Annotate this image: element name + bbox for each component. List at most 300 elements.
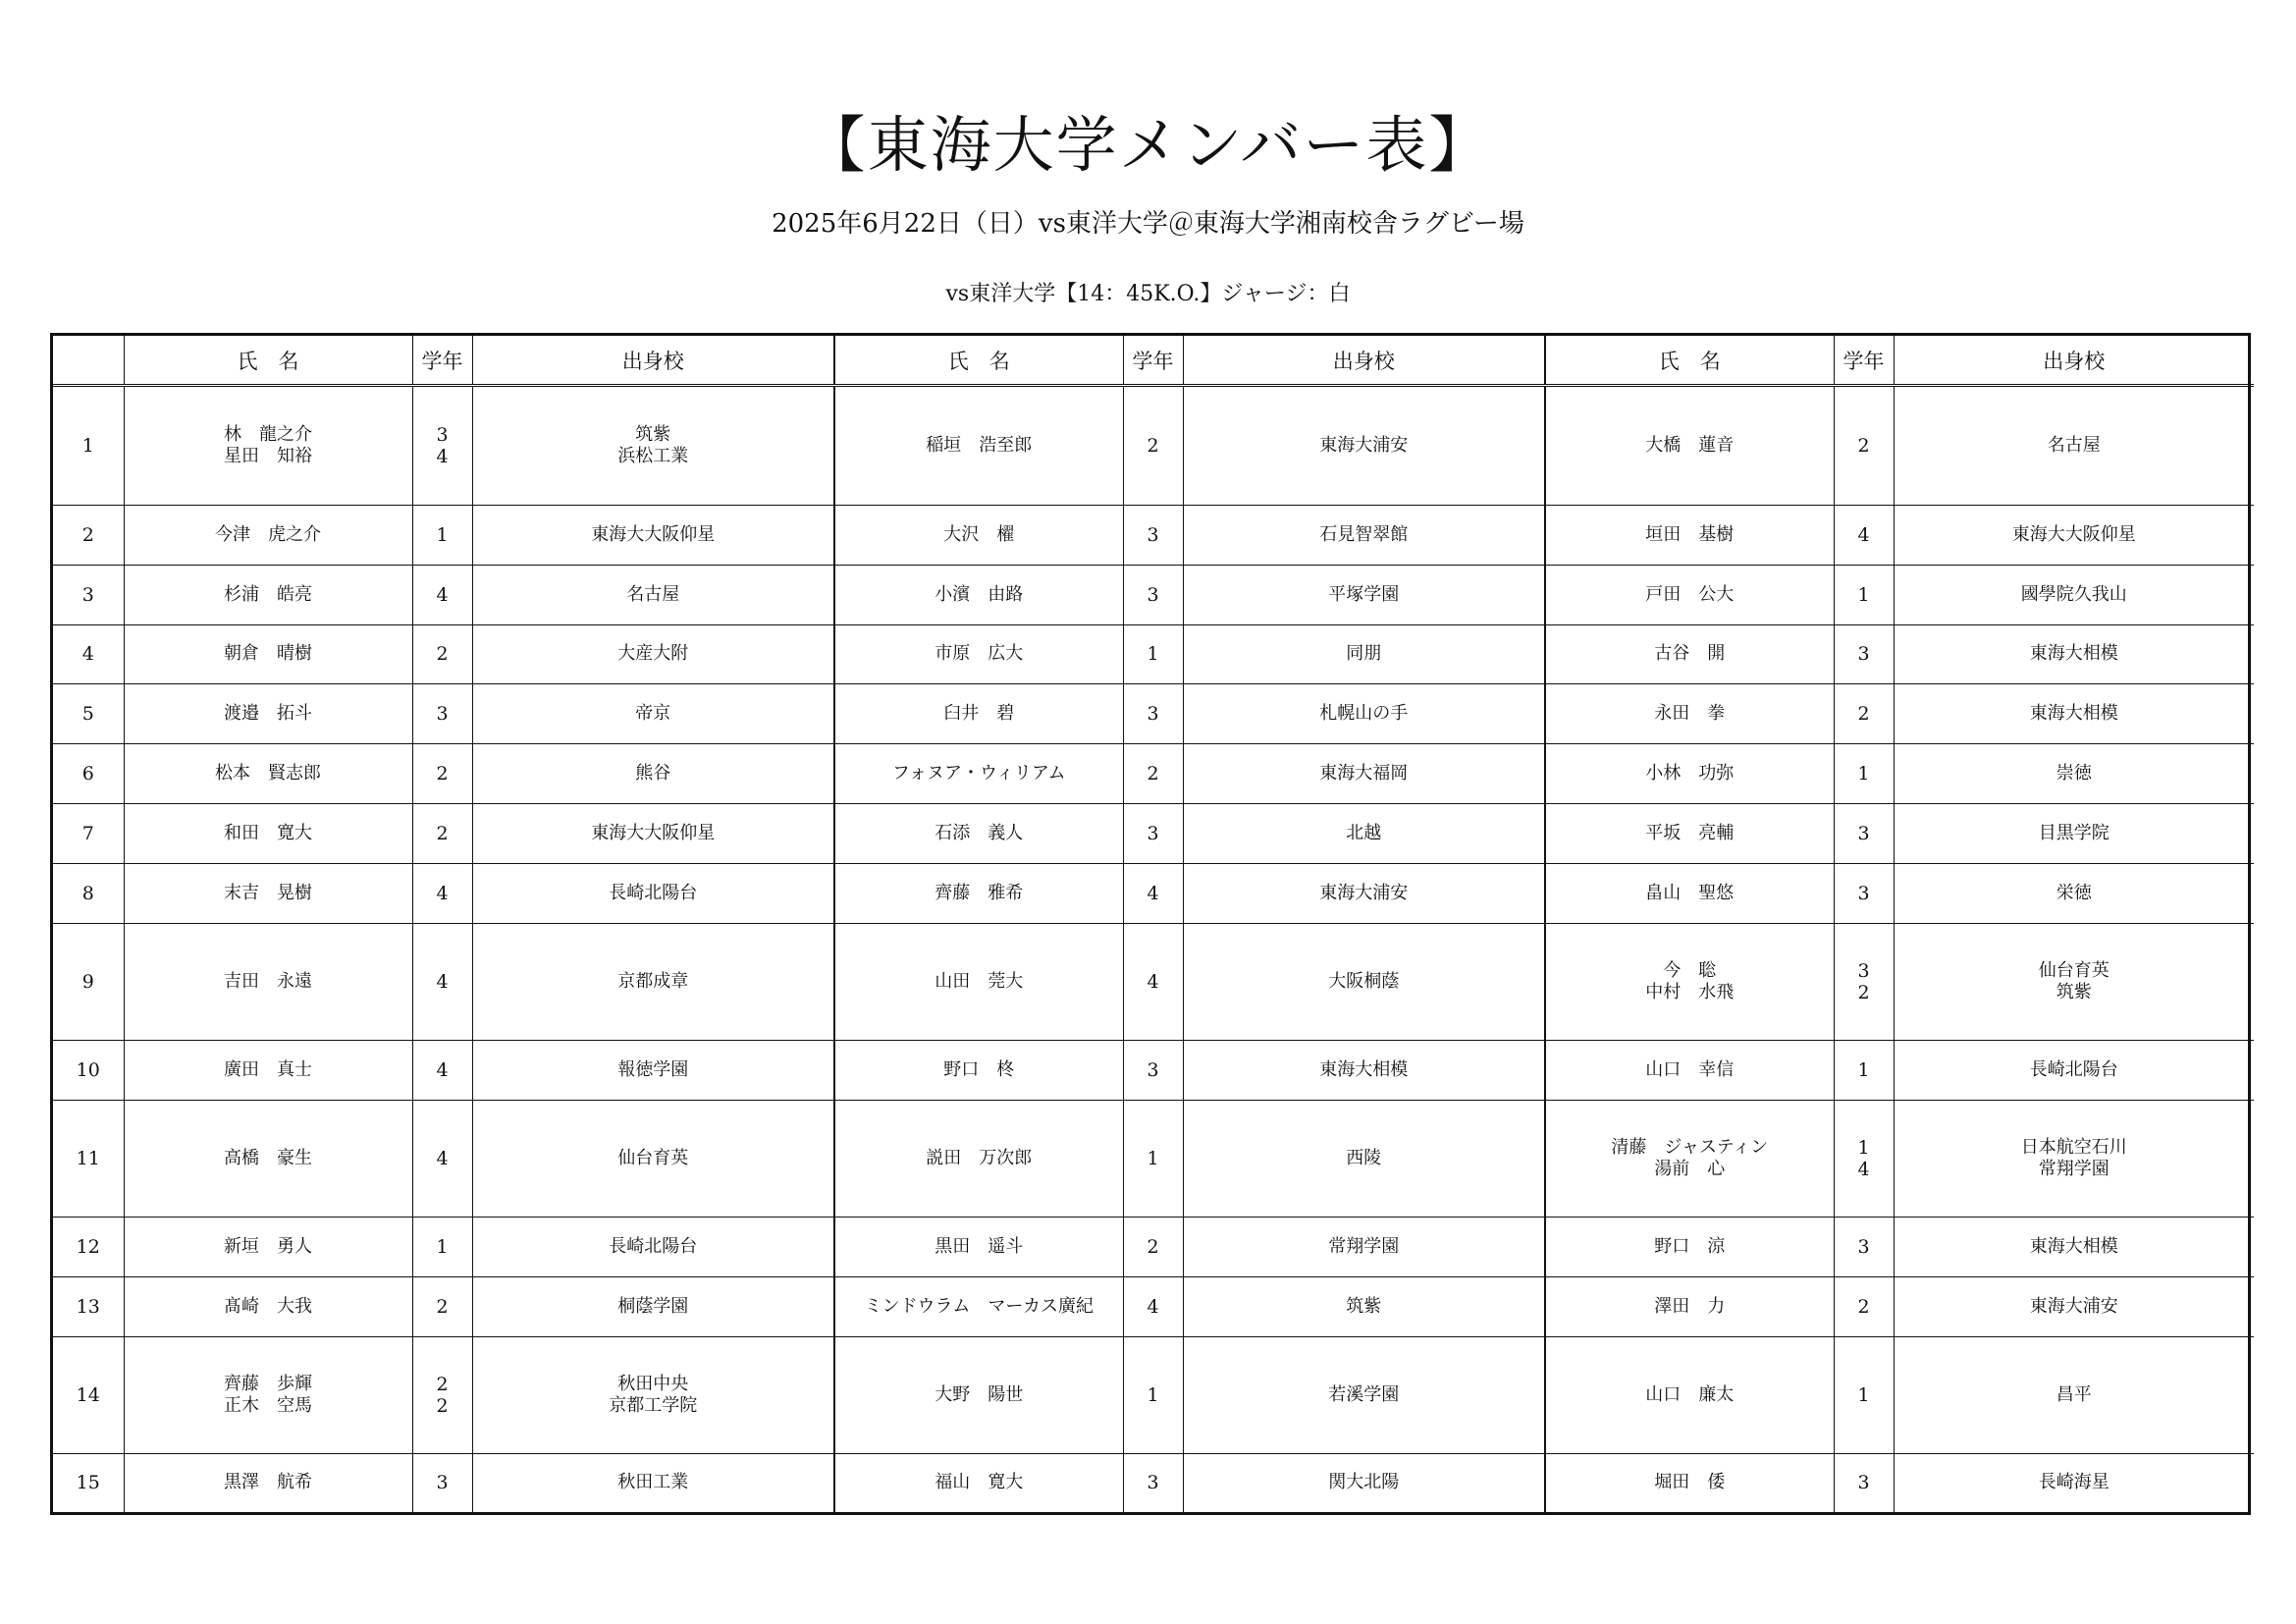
grade-text: 4 bbox=[1147, 882, 1159, 904]
grade-text: 3 bbox=[1147, 583, 1159, 606]
cell-school bbox=[1894, 1040, 2254, 1100]
cell-grade bbox=[1834, 804, 1894, 864]
cell-grade bbox=[1123, 1336, 1183, 1453]
row-number: 7 bbox=[53, 804, 124, 864]
grade-text: 3 bbox=[436, 703, 449, 726]
cell-name bbox=[124, 804, 412, 864]
cell-grade bbox=[1834, 1040, 1894, 1100]
name-text: 畠山 聖悠 bbox=[1645, 882, 1735, 903]
cell-school bbox=[1894, 386, 2254, 506]
cell-name bbox=[1545, 744, 1834, 804]
school-text: 長崎北陽台 bbox=[609, 882, 698, 903]
cell-school bbox=[472, 923, 834, 1040]
cell-name bbox=[124, 624, 412, 684]
cell-grade bbox=[412, 624, 472, 684]
cell-name bbox=[834, 864, 1123, 924]
cell-grade bbox=[412, 744, 472, 804]
cell-grade bbox=[412, 505, 472, 565]
cell-name bbox=[1545, 505, 1834, 565]
row-number: 2 bbox=[53, 505, 124, 565]
cell-grade bbox=[412, 565, 472, 624]
name-text: 中村 水飛 bbox=[1645, 981, 1735, 1002]
cell-name bbox=[834, 1453, 1123, 1512]
school-text: 筑紫 bbox=[635, 423, 671, 445]
cell-school bbox=[1183, 804, 1545, 864]
cell-grade bbox=[1123, 923, 1183, 1040]
school-text: 報徳学園 bbox=[617, 1058, 689, 1080]
cell-grade bbox=[412, 386, 472, 506]
school-text: 昌平 bbox=[2056, 1383, 2092, 1405]
name-text: 松本 賢志郎 bbox=[215, 763, 321, 785]
cell-name bbox=[1545, 864, 1834, 924]
table-row bbox=[53, 864, 2254, 924]
cell-grade bbox=[1123, 1217, 1183, 1276]
name-text: 垣田 基樹 bbox=[1645, 523, 1735, 545]
grade-text: 1 bbox=[1857, 1058, 1870, 1081]
school-text: 筑紫 bbox=[2056, 981, 2092, 1002]
name-text: 正木 空馬 bbox=[224, 1394, 312, 1416]
cell-grade bbox=[1834, 505, 1894, 565]
header-grade: 学年 bbox=[1834, 336, 1894, 386]
cell-school bbox=[1183, 1276, 1545, 1336]
name-text: 齊藤 雅希 bbox=[934, 882, 1024, 903]
cell-name bbox=[124, 1453, 412, 1512]
grade-text: 4 bbox=[1857, 523, 1870, 546]
school-text: 平塚学園 bbox=[1328, 583, 1400, 605]
school-text: 東海大相模 bbox=[2029, 703, 2118, 725]
school-text: 札幌山の手 bbox=[1319, 703, 1409, 725]
cell-grade bbox=[1123, 1453, 1183, 1512]
row-number: 11 bbox=[53, 1100, 124, 1217]
cell-school bbox=[472, 505, 834, 565]
cell-name bbox=[834, 744, 1123, 804]
school-text: 名古屋 bbox=[626, 583, 680, 605]
grade-text: 1 bbox=[1857, 763, 1870, 785]
school-text: 長崎北陽台 bbox=[609, 1235, 698, 1257]
row-number: 1 bbox=[53, 386, 124, 506]
grade-text: 2 bbox=[1147, 763, 1159, 785]
cell-grade bbox=[412, 684, 472, 744]
school-text: 東海大大阪仰星 bbox=[591, 823, 716, 844]
cell-name bbox=[834, 1040, 1123, 1100]
name-text: 戸田 公大 bbox=[1645, 583, 1735, 605]
name-text: 大橋 蓮音 bbox=[1645, 434, 1735, 456]
name-text: 星田 知裕 bbox=[224, 445, 312, 466]
name-text: 黒澤 航希 bbox=[224, 1472, 312, 1493]
school-text: 長崎北陽台 bbox=[2029, 1058, 2118, 1080]
cell-grade bbox=[1834, 386, 1894, 506]
school-text: 東海大福岡 bbox=[1319, 763, 1409, 785]
header-grade: 学年 bbox=[1123, 336, 1183, 386]
cell-name bbox=[124, 744, 412, 804]
school-text: 仙台育英 bbox=[2038, 959, 2109, 981]
school-text: 秋田中央 bbox=[617, 1373, 689, 1394]
grade-text: 4 bbox=[1857, 1158, 1870, 1180]
grade-text: 3 bbox=[1857, 1235, 1870, 1258]
cell-grade bbox=[1834, 1453, 1894, 1512]
row-number: 4 bbox=[53, 624, 124, 684]
table-row bbox=[53, 684, 2254, 744]
cell-grade bbox=[1834, 1217, 1894, 1276]
table-row bbox=[53, 744, 2254, 804]
cell-grade bbox=[1123, 744, 1183, 804]
cell-school bbox=[1183, 864, 1545, 924]
name-text: 福山 寛大 bbox=[934, 1472, 1024, 1493]
cell-name bbox=[1545, 804, 1834, 864]
grade-text: 1 bbox=[436, 523, 449, 546]
name-text: フォヌア・ウィリアム bbox=[891, 763, 1066, 785]
cell-name bbox=[1545, 1453, 1834, 1512]
name-text: 渡邉 拓斗 bbox=[224, 703, 312, 725]
cell-name bbox=[1545, 1276, 1834, 1336]
school-text: 國學院久我山 bbox=[2020, 583, 2127, 605]
grade-text: 4 bbox=[436, 1147, 449, 1169]
cell-grade bbox=[412, 1217, 472, 1276]
cell-name bbox=[834, 565, 1123, 624]
cell-name bbox=[1545, 1100, 1834, 1217]
table-row bbox=[53, 1453, 2254, 1512]
cell-name bbox=[1545, 565, 1834, 624]
cell-school bbox=[472, 1276, 834, 1336]
cell-school bbox=[1894, 804, 2254, 864]
name-text: 野口 涼 bbox=[1654, 1235, 1726, 1257]
grade-text: 4 bbox=[436, 583, 449, 606]
cell-grade bbox=[1834, 624, 1894, 684]
school-text: 東海大相模 bbox=[2029, 643, 2118, 665]
name-text: 大野 陽世 bbox=[934, 1383, 1024, 1405]
cell-school bbox=[1894, 923, 2254, 1040]
school-text: 北越 bbox=[1346, 823, 1382, 844]
grade-text: 1 bbox=[1857, 583, 1870, 606]
grade-text: 1 bbox=[1147, 643, 1159, 666]
cell-name bbox=[1545, 1217, 1834, 1276]
cell-school bbox=[472, 1217, 834, 1276]
header-grade: 学年 bbox=[412, 336, 472, 386]
name-text: 杉浦 皓亮 bbox=[224, 583, 312, 605]
cell-name bbox=[124, 505, 412, 565]
table-row bbox=[53, 624, 2254, 684]
grade-text: 3 bbox=[1147, 523, 1159, 546]
row-number: 6 bbox=[53, 744, 124, 804]
row-number: 15 bbox=[53, 1453, 124, 1512]
school-text: 目黒学院 bbox=[2038, 823, 2109, 844]
cell-grade bbox=[1123, 624, 1183, 684]
cell-school bbox=[1183, 684, 1545, 744]
name-text: 廣田 真士 bbox=[224, 1058, 312, 1080]
name-text: 市原 広大 bbox=[934, 643, 1024, 665]
name-text: 今津 虎之介 bbox=[215, 523, 321, 545]
grade-text: 2 bbox=[436, 643, 449, 666]
school-text: 東海大大阪仰星 bbox=[2011, 523, 2136, 545]
cell-name bbox=[124, 684, 412, 744]
name-text: 野口 柊 bbox=[943, 1058, 1015, 1080]
cell-name bbox=[834, 684, 1123, 744]
cell-school bbox=[472, 1040, 834, 1100]
school-text: 東海大相模 bbox=[1319, 1058, 1409, 1080]
cell-grade bbox=[1834, 923, 1894, 1040]
cell-name bbox=[124, 1040, 412, 1100]
name-text: 小林 功弥 bbox=[1645, 763, 1735, 785]
name-text: 澤田 力 bbox=[1654, 1295, 1726, 1317]
cell-school bbox=[1894, 1100, 2254, 1217]
cell-school bbox=[1894, 1217, 2254, 1276]
school-text: 京都成章 bbox=[617, 970, 689, 992]
cell-school bbox=[472, 1336, 834, 1453]
cell-school bbox=[472, 864, 834, 924]
cell-school bbox=[472, 1453, 834, 1512]
school-text: 桐蔭学園 bbox=[617, 1295, 689, 1317]
cell-grade bbox=[412, 1453, 472, 1512]
grade-text: 2 bbox=[436, 1295, 449, 1318]
cell-name bbox=[834, 624, 1123, 684]
table-row bbox=[53, 1100, 2254, 1217]
cell-grade bbox=[1123, 1276, 1183, 1336]
name-text: 齊藤 歩輝 bbox=[224, 1373, 312, 1394]
cell-name bbox=[1545, 1336, 1834, 1453]
header-school: 出身校 bbox=[1894, 336, 2254, 386]
cell-school bbox=[472, 744, 834, 804]
cell-school bbox=[1183, 624, 1545, 684]
cell-name bbox=[834, 1336, 1123, 1453]
cell-school bbox=[1183, 386, 1545, 506]
cell-school bbox=[1183, 1336, 1545, 1453]
school-text: 名古屋 bbox=[2047, 434, 2101, 456]
cell-grade bbox=[1834, 744, 1894, 804]
name-text: 平坂 亮輔 bbox=[1645, 823, 1735, 844]
grade-text: 3 bbox=[1857, 643, 1870, 666]
cell-school bbox=[1894, 624, 2254, 684]
school-text: 東海大浦安 bbox=[1319, 882, 1409, 903]
name-text: 石添 義人 bbox=[934, 823, 1024, 844]
cell-grade bbox=[412, 923, 472, 1040]
row-number: 10 bbox=[53, 1040, 124, 1100]
cell-grade bbox=[1834, 1276, 1894, 1336]
grade-text: 3 bbox=[1857, 959, 1870, 982]
member-table-frame bbox=[50, 333, 2251, 1515]
name-text: 山口 廉太 bbox=[1645, 1383, 1735, 1405]
cell-grade bbox=[1834, 864, 1894, 924]
cell-grade bbox=[1123, 386, 1183, 506]
cell-name bbox=[124, 565, 412, 624]
school-text: 長崎海星 bbox=[2038, 1472, 2109, 1493]
cell-school bbox=[1894, 864, 2254, 924]
name-text: 高橋 豪生 bbox=[224, 1147, 312, 1168]
member-table bbox=[53, 336, 2254, 1512]
row-number: 3 bbox=[53, 565, 124, 624]
cell-grade bbox=[1123, 864, 1183, 924]
school-text: 浜松工業 bbox=[617, 445, 689, 466]
cell-name bbox=[834, 923, 1123, 1040]
table-row bbox=[53, 565, 2254, 624]
cell-school bbox=[472, 684, 834, 744]
cell-name bbox=[1545, 624, 1834, 684]
cell-grade bbox=[1834, 684, 1894, 744]
cell-school bbox=[1183, 1040, 1545, 1100]
row-number: 13 bbox=[53, 1276, 124, 1336]
school-text: 仙台育英 bbox=[617, 1147, 689, 1168]
grade-text: 4 bbox=[436, 970, 449, 993]
cell-name bbox=[834, 1100, 1123, 1217]
grade-text: 2 bbox=[436, 763, 449, 785]
school-text: 大阪桐蔭 bbox=[1328, 970, 1400, 992]
name-text: 山口 幸信 bbox=[1645, 1058, 1735, 1080]
grade-text: 1 bbox=[1857, 1383, 1870, 1406]
cell-name bbox=[124, 1336, 412, 1453]
grade-text: 4 bbox=[1147, 970, 1159, 993]
cell-name bbox=[124, 1217, 412, 1276]
grade-text: 1 bbox=[1147, 1383, 1159, 1406]
name-text: 稲垣 浩至郎 bbox=[926, 434, 1033, 456]
cell-school bbox=[472, 386, 834, 506]
school-text: 京都工学院 bbox=[609, 1394, 698, 1416]
school-text: 西陵 bbox=[1346, 1147, 1382, 1168]
cell-grade bbox=[412, 1336, 472, 1453]
cell-name bbox=[124, 1276, 412, 1336]
table-row bbox=[53, 923, 2254, 1040]
school-text: 若溪学園 bbox=[1328, 1383, 1400, 1405]
grade-text: 1 bbox=[1857, 1136, 1870, 1159]
cell-school bbox=[472, 565, 834, 624]
cell-name bbox=[124, 386, 412, 506]
grade-text: 4 bbox=[436, 1058, 449, 1081]
grade-text: 2 bbox=[436, 1394, 449, 1417]
name-text: 小濱 由路 bbox=[934, 583, 1024, 605]
cell-grade bbox=[1834, 565, 1894, 624]
name-text: 湯前 心 bbox=[1654, 1158, 1726, 1179]
name-text: 吉田 永遠 bbox=[224, 970, 312, 992]
cell-school bbox=[1894, 684, 2254, 744]
cell-school bbox=[472, 1100, 834, 1217]
cell-name bbox=[1545, 684, 1834, 744]
member-rows bbox=[53, 386, 2254, 1513]
cell-school bbox=[1894, 1276, 2254, 1336]
cell-grade bbox=[412, 1040, 472, 1100]
name-text: 古谷 開 bbox=[1654, 643, 1726, 665]
school-text: 常翔学園 bbox=[1328, 1235, 1400, 1257]
grade-text: 2 bbox=[1147, 434, 1159, 457]
cell-school bbox=[1894, 1336, 2254, 1453]
table-header-row bbox=[53, 336, 2254, 386]
cell-school bbox=[1183, 744, 1545, 804]
grade-text: 2 bbox=[1147, 1235, 1159, 1258]
cell-school bbox=[1183, 505, 1545, 565]
school-text: 東海大相模 bbox=[2029, 1235, 2118, 1257]
cell-name bbox=[834, 804, 1123, 864]
name-text: 末吉 晃樹 bbox=[224, 882, 312, 903]
cell-grade bbox=[1123, 804, 1183, 864]
grade-text: 3 bbox=[1147, 1058, 1159, 1081]
grade-text: 3 bbox=[436, 1472, 449, 1494]
row-number: 12 bbox=[53, 1217, 124, 1276]
cell-name bbox=[834, 505, 1123, 565]
cell-grade bbox=[412, 804, 472, 864]
grade-text: 3 bbox=[1857, 823, 1870, 845]
table-row bbox=[53, 1276, 2254, 1336]
name-text: 山田 莞大 bbox=[934, 970, 1024, 992]
cell-name bbox=[1545, 1040, 1834, 1100]
header-name: 氏 名 bbox=[834, 336, 1123, 386]
grade-text: 2 bbox=[1857, 1295, 1870, 1318]
cell-grade bbox=[412, 1276, 472, 1336]
school-text: 秋田工業 bbox=[617, 1472, 689, 1493]
header-number bbox=[53, 336, 124, 386]
school-text: 関大北陽 bbox=[1328, 1472, 1400, 1493]
table-row bbox=[53, 1336, 2254, 1453]
row-number: 8 bbox=[53, 864, 124, 924]
cell-grade bbox=[1123, 1040, 1183, 1100]
grade-text: 2 bbox=[436, 823, 449, 845]
name-text: 臼井 碧 bbox=[943, 703, 1015, 725]
grade-text: 1 bbox=[436, 1235, 449, 1258]
row-number: 9 bbox=[53, 923, 124, 1040]
cell-grade bbox=[1123, 684, 1183, 744]
table-row bbox=[53, 1040, 2254, 1100]
school-text: 帝京 bbox=[635, 703, 671, 725]
cell-school bbox=[472, 804, 834, 864]
grade-text: 3 bbox=[1857, 882, 1870, 904]
cell-school bbox=[1894, 744, 2254, 804]
grade-text: 4 bbox=[436, 445, 449, 467]
grade-text: 4 bbox=[436, 882, 449, 904]
table-row bbox=[53, 804, 2254, 864]
school-text: 栄徳 bbox=[2056, 882, 2092, 903]
cell-grade bbox=[412, 864, 472, 924]
cell-grade bbox=[412, 1100, 472, 1217]
grade-text: 1 bbox=[1147, 1147, 1159, 1169]
cell-name bbox=[1545, 386, 1834, 506]
row-number: 14 bbox=[53, 1336, 124, 1453]
school-text: 石見智翠館 bbox=[1319, 523, 1409, 545]
cell-name bbox=[1545, 923, 1834, 1040]
cell-name bbox=[124, 923, 412, 1040]
match-kickoff-jersey: vs東洋大学【14：45K.O.】ジャージ：白 bbox=[945, 282, 1351, 306]
school-text: 同朋 bbox=[1346, 643, 1382, 665]
grade-text: 2 bbox=[1857, 703, 1870, 726]
row-number: 5 bbox=[53, 684, 124, 744]
school-text: 崇徳 bbox=[2056, 763, 2092, 785]
school-text: 日本航空石川 bbox=[2020, 1136, 2127, 1158]
cell-school bbox=[1894, 1453, 2254, 1512]
name-text: 大沢 櫂 bbox=[943, 523, 1015, 545]
cell-school bbox=[1183, 923, 1545, 1040]
grade-text: 3 bbox=[1857, 1472, 1870, 1494]
grade-text: 3 bbox=[436, 423, 449, 446]
match-date-venue: 2025年6月22日（日）vs東洋大学＠東海大学湘南校舎ラグビー場 bbox=[772, 209, 1524, 239]
cell-name bbox=[834, 1217, 1123, 1276]
cell-school bbox=[1183, 1453, 1545, 1512]
cell-school bbox=[1183, 1217, 1545, 1276]
cell-name bbox=[834, 1276, 1123, 1336]
cell-school bbox=[472, 624, 834, 684]
header-school: 出身校 bbox=[1183, 336, 1545, 386]
cell-grade bbox=[1123, 1100, 1183, 1217]
name-text: 新垣 勇人 bbox=[224, 1235, 312, 1257]
name-text: 黒田 遥斗 bbox=[934, 1235, 1024, 1257]
cell-name bbox=[834, 386, 1123, 506]
name-text: 説田 万次郎 bbox=[926, 1147, 1033, 1168]
school-text: 筑紫 bbox=[1346, 1295, 1382, 1317]
cell-name bbox=[124, 1100, 412, 1217]
page-title: 【東海大学メンバー表】 bbox=[804, 109, 1492, 181]
name-text: 永田 拳 bbox=[1654, 703, 1726, 725]
name-text: 朝倉 晴樹 bbox=[224, 643, 312, 665]
school-text: 熊谷 bbox=[635, 763, 671, 785]
name-text: 髙崎 大我 bbox=[224, 1295, 312, 1317]
grade-text: 2 bbox=[1857, 434, 1870, 457]
school-text: 大産大附 bbox=[617, 643, 689, 665]
grade-text: 3 bbox=[1147, 823, 1159, 845]
header-name: 氏 名 bbox=[124, 336, 412, 386]
